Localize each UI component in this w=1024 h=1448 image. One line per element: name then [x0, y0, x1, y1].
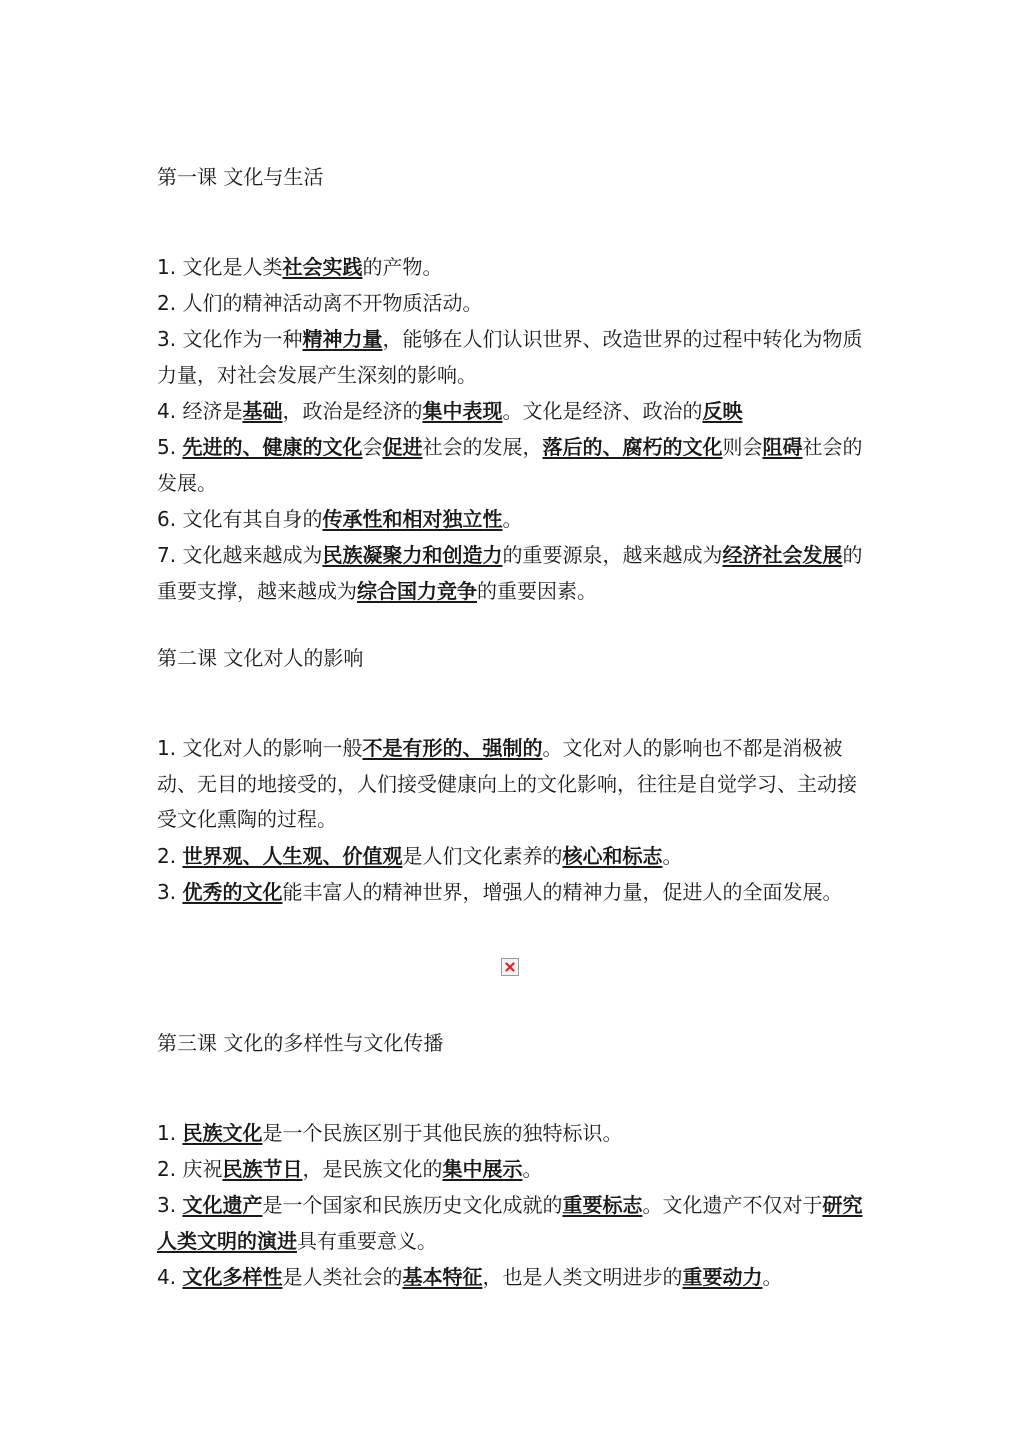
lesson-1-item-7: [157, 538, 869, 609]
key-term: 文化多样性: [182, 1265, 283, 1289]
item-text: 1.: [157, 1121, 183, 1145]
item-text: 3.: [157, 880, 183, 904]
key-term: 世界观、人生观、价值观: [182, 844, 403, 868]
lesson-3-title: 第三课 文化的多样性与文化传播: [157, 1031, 444, 1055]
key-term: 传承性和相对独立性: [322, 507, 503, 531]
item-text: 2.: [157, 844, 183, 868]
key-term: 反映: [702, 399, 743, 423]
key-term: 民族节日: [222, 1157, 303, 1181]
key-term: 文化遗产: [182, 1193, 263, 1217]
item-text: 具有重要意义。: [297, 1228, 437, 1253]
key-term: 基本特征: [402, 1265, 483, 1289]
lesson-2-item-1: [157, 731, 869, 838]
item-text: 1. 文化对人的影响一般: [157, 736, 363, 760]
item-text: 2. 庆祝: [157, 1157, 223, 1181]
item-text: 则会: [722, 435, 763, 459]
lesson-1-item-5: [157, 430, 869, 501]
item-text: 是人们文化素养的: [402, 844, 563, 868]
item-text: ，能够在人们认识世界、改造世界的过程中转化为物质力量，对社会发展产生深刻的影响。: [157, 327, 863, 387]
key-term: 经济社会发展: [722, 543, 843, 567]
lesson-1-item-1: [157, 250, 869, 286]
key-term: 不是有形的、强制的: [362, 736, 543, 760]
item-text: 。文化是经济、政治的: [502, 399, 703, 423]
item-text: 是人类社会的: [282, 1265, 403, 1289]
key-term: 重要动力: [682, 1265, 763, 1289]
lesson-2-title: 第二课 文化对人的影响: [157, 646, 364, 670]
item-text: 的产物。: [362, 255, 443, 279]
key-term: 综合国力竞争: [357, 578, 477, 603]
key-term: 重要标志: [562, 1193, 643, 1217]
item-text: 1. 文化是人类: [157, 255, 283, 279]
item-text: 7. 文化越来越成为: [157, 543, 323, 567]
item-text: 的重要支撑，越来越成为: [157, 543, 863, 603]
key-term: 社会实践: [282, 255, 363, 279]
lesson-3-item-2: [157, 1152, 869, 1188]
broken-image-icon: [501, 958, 519, 976]
lesson-2-item-2: [157, 839, 869, 875]
lesson-2-item-3: [157, 875, 869, 911]
key-term: 研究人类文明的演进: [157, 1193, 863, 1253]
item-text: 的重要因素。: [477, 578, 597, 603]
item-text: 能丰富人的精神世界，增强人的精神力量，促进人的全面发展。: [282, 880, 843, 904]
item-text: ，政治是经济的: [282, 399, 423, 423]
item-text: 。文化对人的影响也不都是消极被动、无目的地接受的，人们接受健康向上的文化影响，往往是自觉学习、主动接受文化熏陶的过程。: [157, 736, 857, 831]
key-term: 核心和标志: [562, 844, 663, 868]
lesson-3-item-3: [157, 1188, 869, 1259]
key-term: 落后的、腐朽的文化: [542, 435, 723, 459]
key-term: 先进的、健康的文化: [182, 435, 363, 459]
item-text: 6. 文化有其自身的: [157, 507, 323, 531]
key-term: 集中表现: [422, 399, 503, 423]
lesson-1-item-3: [157, 322, 869, 393]
key-term: 集中展示: [442, 1157, 523, 1181]
key-term: 优秀的文化: [182, 880, 283, 904]
item-text: 。文化遗产不仅对于: [642, 1193, 823, 1217]
key-term: 基础: [242, 399, 283, 423]
item-text: 。: [522, 1157, 543, 1181]
item-text: 的重要源泉，越来越成为: [502, 543, 723, 567]
lesson-1-item-4: [157, 394, 869, 430]
key-term: 精神力量: [302, 327, 383, 351]
item-text: 社会的发展。: [157, 435, 863, 495]
item-text: 是一个国家和民族历史文化成就的: [262, 1193, 563, 1217]
item-text: 社会的发展，: [422, 435, 543, 459]
key-term: 阻碍: [762, 435, 803, 459]
item-text: 。: [662, 844, 683, 868]
item-text: 4.: [157, 1265, 183, 1289]
item-text: 3.: [157, 1193, 183, 1217]
item-text: 2. 人们的精神活动离不开物质活动。: [157, 291, 483, 315]
key-term: 促进: [382, 435, 423, 459]
lesson-3-item-1: [157, 1116, 869, 1152]
item-text: 3. 文化作为一种: [157, 327, 303, 351]
item-text: 5.: [157, 435, 183, 459]
lesson-1-item-6: [157, 502, 869, 538]
lesson-1-item-2: [157, 286, 869, 322]
item-text: 。: [762, 1265, 783, 1289]
lesson-1-title: 第一课 文化与生活: [157, 165, 324, 189]
item-text: 是一个民族区别于其他民族的独特标识。: [262, 1121, 623, 1145]
item-text: ，是民族文化的: [302, 1157, 443, 1181]
key-term: 民族文化: [182, 1121, 263, 1145]
item-text: ，也是人类文明进步的: [482, 1265, 683, 1289]
item-text: 4. 经济是: [157, 399, 243, 423]
lesson-3-item-4: [157, 1260, 869, 1296]
key-term: 民族凝聚力和创造力: [322, 543, 503, 567]
item-text: 。: [502, 507, 523, 531]
item-text: 会: [362, 435, 383, 459]
